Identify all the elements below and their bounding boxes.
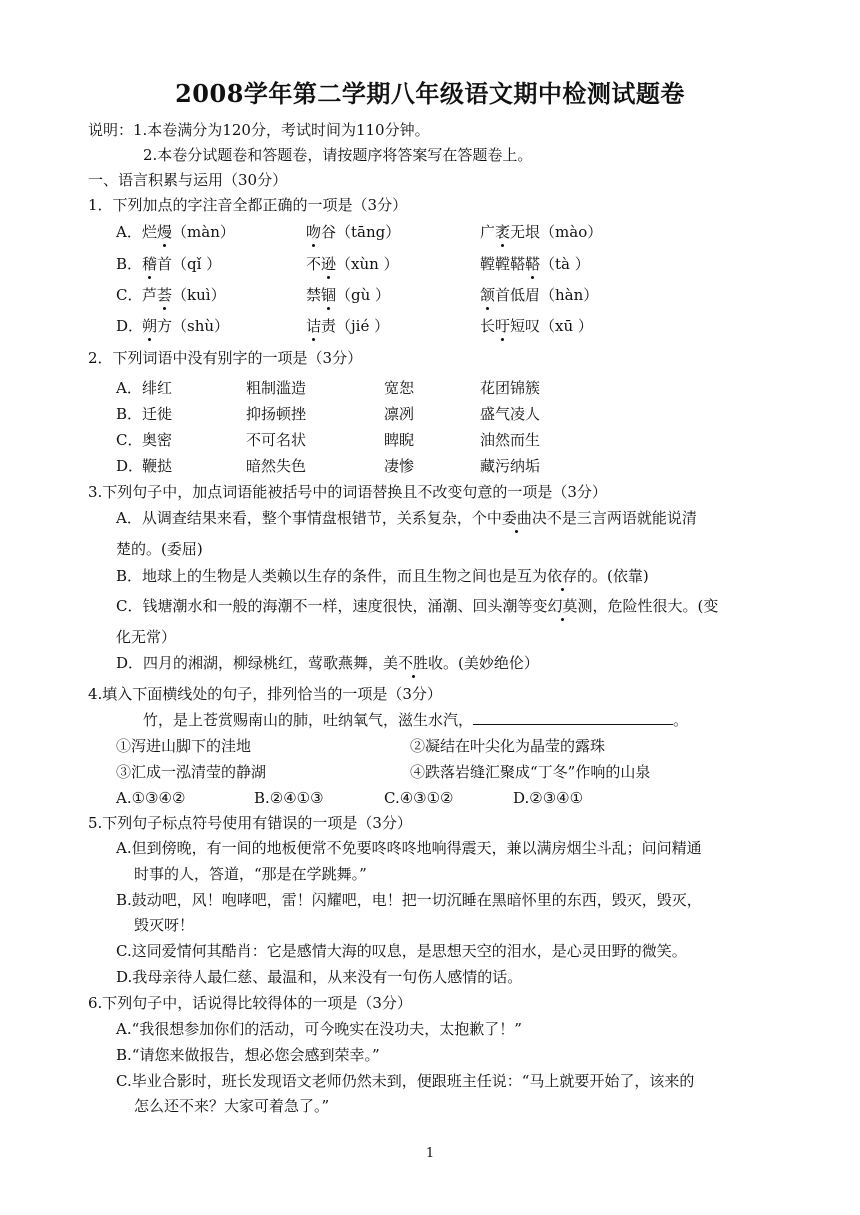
q2-word: 凛冽 [384, 405, 415, 423]
q2-word: 迁徙 [142, 405, 173, 423]
q2-word: 花团锦簇 [480, 379, 541, 397]
q1-option-d-word1: 朔方（shù） [142, 317, 230, 335]
q1-option-b-word3: 鞺鞺鞳鞳（tà ） [480, 255, 590, 273]
answer-blank [473, 710, 673, 725]
q2-word: 奥密 [142, 431, 173, 449]
q1-option-a-word2: 吻谷（tāng） [306, 223, 401, 241]
q2-option-label: A． [116, 379, 142, 397]
q1-option-a-label: A． [116, 223, 142, 241]
q1-option-d-word3: 长吁短叹（xū ） [480, 317, 593, 335]
q1-option-d-label: D． [116, 317, 144, 335]
q3-option-a-cont: 楚的。(委屈) [116, 540, 203, 558]
q5-option-d: D.我母亲待人最仁慈、最温和，从来没有一句伤人感情的话。 [116, 968, 523, 986]
q2-word: 不可名状 [246, 431, 307, 449]
q4-option-a: A.①③④② [116, 789, 186, 807]
q5-option-b-cont: 毁灭呀！ [134, 916, 195, 934]
q2-word: 藏污纳垢 [480, 457, 541, 475]
q4-clause-4: ④跌落岩缝汇聚成“丁冬”作响的山泉 [410, 763, 651, 781]
q1-option-b-label: B． [116, 255, 143, 273]
q1-stem: 1．下列加点的字注音全都正确的一项是（3分） [88, 196, 408, 214]
q2-option-label: D． [116, 457, 144, 475]
q1-option-b-word2: 不逊（xùn ） [306, 255, 399, 273]
q2-word: 绯红 [142, 379, 173, 397]
q1-option-a-word1: 烂熳（màn） [142, 223, 235, 241]
q2-option-label: C． [116, 431, 143, 449]
q6-option-c: C.毕业合影时，班长发现语文老师仍然未到，便跟班主任说：“马上就要开始了，该来的 [116, 1072, 695, 1090]
q4-clause-1: ①泻进山脚下的洼地 [116, 737, 252, 755]
q1-option-c-label: C． [116, 286, 143, 304]
q5-option-c: C.这同爱情何其酷肖：它是感情大海的叹息，是思想天空的泪水，是心灵田野的微笑。 [116, 942, 687, 960]
section-heading: 一、语言积累与运用（30分） [88, 171, 288, 189]
page-number: 1 [425, 1146, 435, 1161]
q2-word: 粗制滥造 [246, 379, 307, 397]
q2-word: 睥睨 [384, 431, 415, 449]
q2-word: 油然而生 [480, 431, 541, 449]
q6-option-c-cont: 怎么还不来？大家可着急了。” [134, 1097, 330, 1115]
q3-stem: 3.下列句子中，加点词语能被括号中的词语替换且不改变句意的一项是（3分） [88, 483, 607, 501]
q1-option-a-word3: 广袤无垠（mào） [480, 223, 603, 241]
q4-option-c: C.④③①② [384, 789, 454, 807]
q2-word: 宽恕 [384, 379, 415, 397]
q6-option-a: A.“我很想参加你们的活动，可今晚实在没功夫，太抱歉了！” [116, 1020, 522, 1038]
q2-word: 凄惨 [384, 457, 415, 475]
q5-option-b: B.鼓动吧，风！咆哮吧，雷！闪耀吧，电！把一切沉睡在黑暗怀里的东西，毁灭，毁灭， [116, 891, 702, 909]
q3-option-b: B．地球上的生物是人类赖以生存的条件，而且生物之间也是互为依存的。(依靠) [116, 567, 649, 585]
q3-option-c-cont: 化无常） [116, 628, 177, 646]
note-1: 说明：1.本卷满分为120分，考试时间为110分钟。 [88, 121, 430, 139]
q4-option-b: B.②④①③ [254, 789, 324, 807]
q2-word: 鞭挞 [142, 457, 173, 475]
q2-stem: 2．下列词语中没有别字的一项是（3分） [88, 349, 363, 367]
q3-option-a: A．从调查结果来看，整个事情盘根错节，关系复杂，个中委曲决不是三言两语就能说清 [116, 509, 697, 527]
q2-word: 盛气凌人 [480, 405, 541, 423]
note-2: 2.本卷分试题卷和答题卷，请按题序将答案写在答题卷上。 [143, 146, 533, 164]
q5-option-a-cont: 时事的人，答道，“那是在学跳舞。” [134, 865, 367, 883]
q4-passage: 竹，是上苍赏赐南山的肺，吐纳氧气，滋生水汽， 。 [143, 711, 689, 729]
q4-clause-3: ③汇成一泓清莹的静湖 [116, 763, 267, 781]
q6-stem: 6.下列句子中，话说得比较得体的一项是（3分） [88, 994, 412, 1012]
q4-stem: 4.填入下面横线处的句子，排列恰当的一项是（3分） [88, 685, 442, 703]
q2-option-label: B． [116, 405, 143, 423]
q5-stem: 5.下列句子标点符号使用有错误的一项是（3分） [88, 814, 412, 832]
q1-option-c-word3: 颔首低眉（hàn） [480, 286, 599, 304]
q5-option-a: A.但到傍晚，有一间的地板便常不免要咚咚咚地响得震天，兼以满房烟尘斗乱；问问精通 [116, 839, 702, 857]
q2-word: 暗然失色 [246, 457, 307, 475]
q4-clause-2: ②凝结在叶尖化为晶莹的露珠 [410, 737, 606, 755]
q6-option-b: B.“请您来做报告，想必您会感到荣幸。” [116, 1046, 380, 1064]
page-title: 2008学年第二学期八年级语文期中检测试题卷 [175, 79, 685, 108]
q4-option-d: D.②③④① [513, 789, 584, 807]
q1-option-c-word1: 芦荟（kuì） [142, 286, 226, 304]
q1-option-c-word2: 禁锢（gù ） [306, 286, 391, 304]
q3-option-c: C．钱塘潮水和一般的海潮不一样，速度很快，涌潮、回头潮等变幻莫测，危险性很大。(变 [116, 597, 719, 615]
q1-option-b-word1: 稽首（qǐ ） [142, 255, 222, 273]
q3-option-d: D．四月的湘湖，柳绿桃红，莺歌燕舞，美不胜收。(美妙绝伦） [116, 654, 539, 672]
q1-option-d-word2: 诘责（jié ） [306, 317, 390, 335]
q2-word: 抑扬顿挫 [246, 405, 307, 423]
